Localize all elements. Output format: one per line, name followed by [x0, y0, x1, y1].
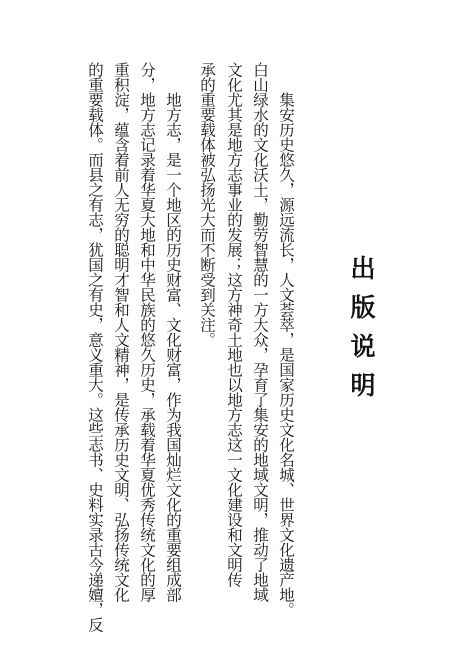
- page-title: 出版说明: [347, 255, 376, 411]
- text-column-4: 承的重要载体被弘扬光大而不断受到关注。: [198, 62, 216, 347]
- text-column-7: 重积淀，蕴含着前人无穷的聪明才智和人文精神，是传承历史文明、弘扬传统文化: [112, 62, 130, 602]
- text-column-2: 白山绿水的文化沃土，勤劳智慧的一方大众，孕育了集安的地域文明，推动了地域: [251, 62, 269, 602]
- text-column-1: 集安历史悠久，源远流长，人文荟萃，是国家历史文化名城、世界文化遗产地。: [277, 92, 295, 617]
- text-column-8: 的重要载体。而县之有志，犹国之有史，意义重大。这些志书、史料实录古今递嬗，反: [86, 62, 104, 632]
- text-column-3: 文化尤其是地方志事业的发展；这方神奇土地也以地方志这一文化建设和文明传: [225, 62, 243, 587]
- text-column-6: 分，地方志记录着华夏大地和中华民族的悠久历史，承载着华夏优秀传统文化的厚: [138, 62, 156, 602]
- text-column-5: 地方志，是一个地区的历史财富、文化财富，作为我国灿烂文化的重要组成部: [164, 92, 182, 602]
